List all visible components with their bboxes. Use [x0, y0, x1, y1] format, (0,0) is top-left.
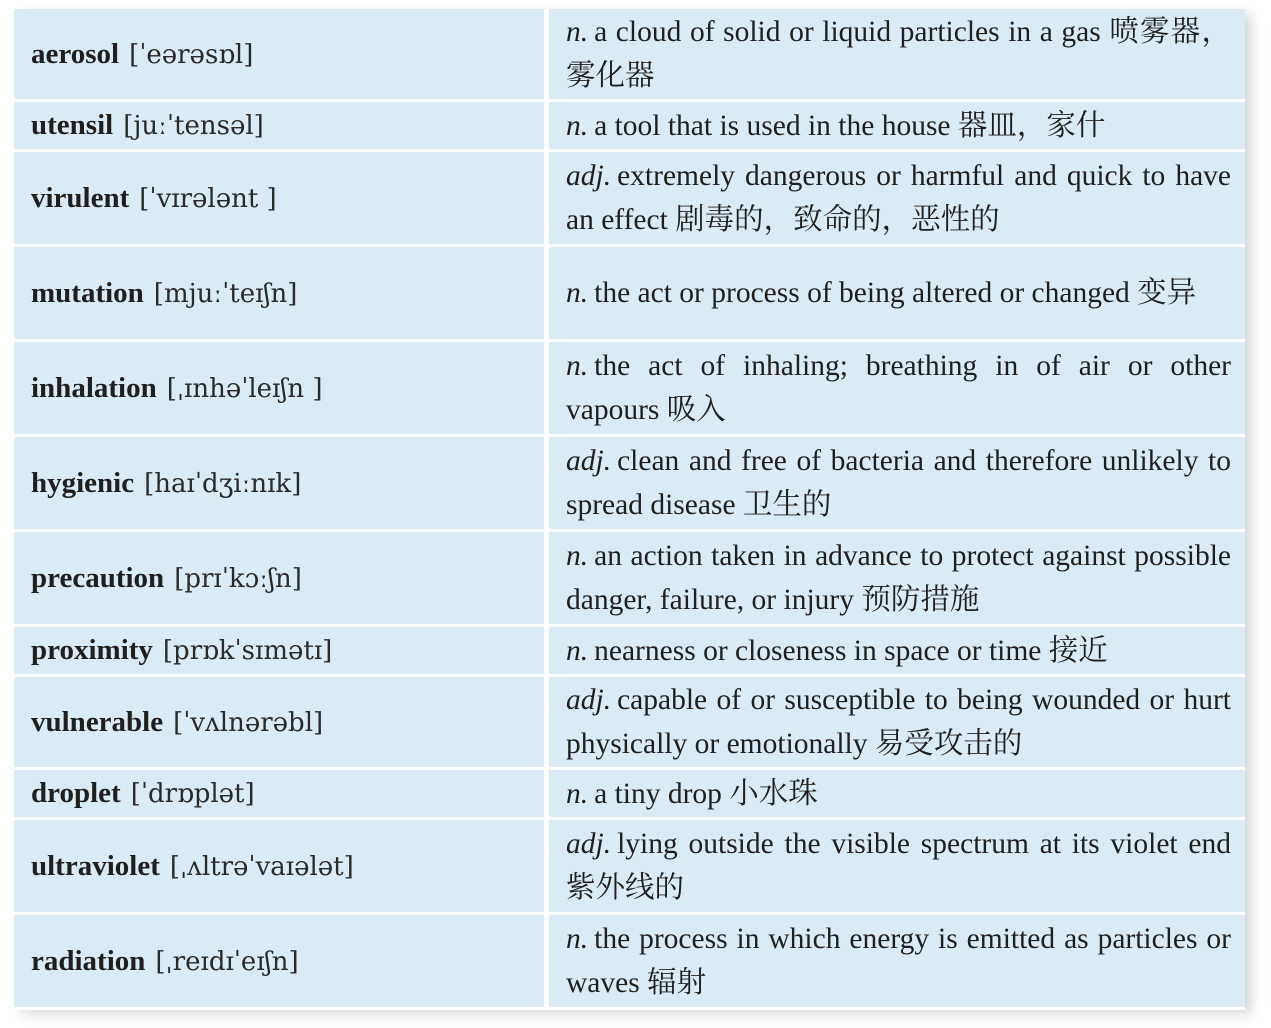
- term-cell: [14, 437, 549, 532]
- part-of-speech: adj.: [566, 445, 612, 477]
- term-word: mutation: [31, 276, 144, 309]
- term-word: ultraviolet: [31, 849, 160, 882]
- part-of-speech: adj.: [566, 828, 612, 860]
- term-word: proximity: [31, 634, 153, 666]
- term-pronunciation: [haɪˈdʒiːnɪk]: [144, 468, 302, 499]
- table-row: [14, 627, 1245, 677]
- part-of-speech: n.: [566, 16, 589, 48]
- definition-cell: [549, 247, 1245, 342]
- term-pronunciation: [ˈvʌlnərəbl]: [173, 707, 324, 738]
- part-of-speech: n.: [566, 277, 589, 309]
- vocabulary-table: [14, 9, 1245, 1010]
- part-of-speech: n.: [566, 923, 589, 955]
- definition: a cloud of solid or liquid particles in a gas 喷雾器，雾化器: [566, 16, 1231, 92]
- term-cell: [14, 915, 549, 1010]
- table-row: [14, 152, 1245, 247]
- term-cell: [14, 247, 549, 342]
- table-row: [14, 677, 1245, 770]
- table-row: [14, 437, 1245, 532]
- definition-cell: [549, 627, 1245, 677]
- definition-text: [566, 772, 1231, 816]
- definition-text: [566, 534, 1231, 622]
- part-of-speech: n.: [566, 777, 589, 810]
- part-of-speech: n.: [566, 540, 589, 572]
- definition: the act or process of being altered or changed 变异: [594, 277, 1197, 309]
- part-of-speech: n.: [566, 350, 589, 382]
- term-word: radiation: [31, 944, 146, 977]
- term-pronunciation: [juːˈtensəl]: [123, 111, 264, 141]
- term-cell: [14, 9, 549, 102]
- definition-cell: [549, 677, 1245, 770]
- table-row: [14, 532, 1245, 627]
- term-word: virulent: [31, 181, 130, 214]
- definition-text: [566, 678, 1231, 766]
- term-word: aerosol: [31, 37, 120, 70]
- part-of-speech: adj.: [566, 160, 612, 192]
- definition-text: [566, 154, 1231, 242]
- definition: capable of or susceptible to being wounded or hurt physically or emotionally 易受攻击的: [566, 684, 1231, 760]
- term-cell: [14, 152, 549, 247]
- part-of-speech: n.: [566, 109, 589, 142]
- term-cell: [14, 102, 549, 152]
- term-pronunciation: [prɒkˈsɪmətɪ]: [162, 636, 333, 666]
- term-word: inhalation: [31, 371, 157, 404]
- definition-text: [566, 344, 1231, 432]
- definition-cell: [549, 770, 1245, 820]
- definition-text: [566, 104, 1231, 148]
- definition: nearness or closeness in space or time 接近: [594, 634, 1108, 667]
- definition-text: [566, 822, 1231, 910]
- term-pronunciation: [ˌreɪdɪˈeɪʃn]: [155, 946, 299, 977]
- term-cell: [14, 770, 549, 820]
- definition: the act of inhaling; breathing in of air or other vapours 吸入: [566, 350, 1231, 426]
- definition: an action taken in advance to protect against possible danger, failure, or injury 预防措施: [566, 540, 1231, 616]
- term-pronunciation: [prɪˈkɔːʃn]: [174, 563, 302, 594]
- table-row: [14, 247, 1245, 342]
- term-word: precaution: [31, 561, 165, 594]
- definition: lying outside the visible spectrum at its violet end 紫外线的: [566, 828, 1231, 904]
- term-word: vulnerable: [31, 705, 164, 738]
- definition: extremely dangerous or harmful and quick to have an effect 剧毒的，致命的，恶性的: [566, 160, 1231, 236]
- definition-cell: [549, 9, 1245, 102]
- part-of-speech: adj.: [566, 684, 612, 716]
- definition-text: [566, 271, 1231, 315]
- definition-text: [566, 10, 1231, 98]
- table-row: [14, 9, 1245, 102]
- table-row: [14, 770, 1245, 820]
- term-cell: [14, 677, 549, 770]
- definition-cell: [549, 820, 1245, 915]
- term-cell: [14, 820, 549, 915]
- term-pronunciation: [ˌɪnhəˈleɪʃn ]: [166, 373, 323, 404]
- definition-cell: [549, 152, 1245, 247]
- table-row: [14, 342, 1245, 437]
- term-word: hygienic: [31, 466, 135, 499]
- term-cell: [14, 532, 549, 627]
- term-cell: [14, 627, 549, 677]
- definition: a tiny drop 小水珠: [594, 777, 818, 810]
- term-word: droplet: [31, 777, 121, 809]
- term-pronunciation: [ˈvɪrələnt ]: [139, 183, 277, 214]
- definition-cell: [549, 342, 1245, 437]
- definition-text: [566, 629, 1231, 673]
- definition-cell: [549, 102, 1245, 152]
- definition-cell: [549, 532, 1245, 627]
- definition: a tool that is used in the house 器皿，家什: [594, 109, 1106, 142]
- definition-text: [566, 917, 1231, 1005]
- definition-cell: [549, 915, 1245, 1010]
- definition-cell: [549, 437, 1245, 532]
- term-pronunciation: [ˈeərəsɒl]: [129, 39, 254, 70]
- definition: the process in which energy is emitted as particles or waves 辐射: [566, 923, 1231, 999]
- term-pronunciation: [ˈdrɒplət]: [130, 779, 255, 809]
- term-cell: [14, 342, 549, 437]
- term-word: utensil: [31, 109, 114, 141]
- definition-text: [566, 439, 1231, 527]
- term-pronunciation: [mjuːˈteɪʃn]: [153, 278, 298, 309]
- table-row: [14, 820, 1245, 915]
- definition: clean and free of bacteria and therefore unlikely to spread disease 卫生的: [566, 445, 1231, 521]
- table-row: [14, 915, 1245, 1010]
- part-of-speech: n.: [566, 634, 589, 667]
- table-row: [14, 102, 1245, 152]
- term-pronunciation: [ˌʌltrəˈvaɪələt]: [169, 851, 354, 882]
